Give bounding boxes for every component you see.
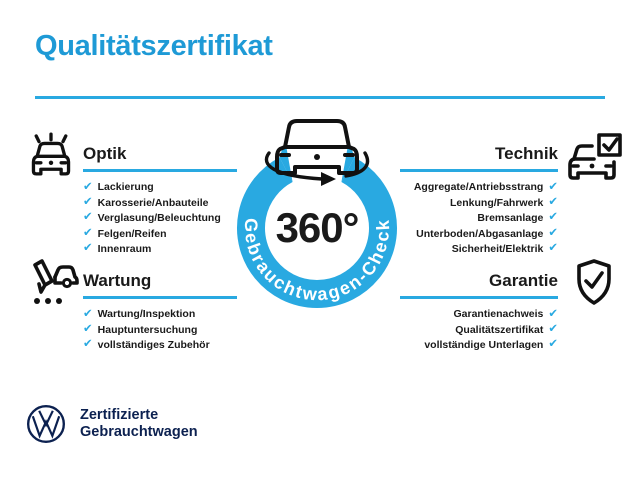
checklist-item — [400, 241, 558, 256]
section-wartung-checklist — [83, 307, 237, 353]
brand-line1: Zertifizierte — [80, 406, 159, 423]
section-technik-divider — [400, 169, 558, 172]
car-front-shine-icon — [27, 132, 75, 177]
section-garantie-checklist — [400, 307, 558, 353]
checklist-item — [400, 307, 558, 322]
section-wartung — [83, 272, 237, 353]
check-icon: ✔ — [83, 242, 93, 255]
check-icon: ✔ — [83, 226, 93, 239]
checklist-item — [83, 307, 237, 322]
checklist-item — [83, 195, 237, 210]
checklist-item — [83, 337, 237, 352]
check-icon: ✔ — [83, 180, 93, 193]
page-title: Qualitätszertifikat — [35, 30, 273, 62]
checklist-item — [83, 210, 237, 225]
vw-logo — [26, 404, 66, 444]
checklist-item-label: Verglasung/Beleuchtung — [97, 212, 221, 225]
check-icon: ✔ — [548, 196, 558, 209]
checklist-item — [400, 226, 558, 241]
section-optik-checklist — [83, 180, 237, 257]
check-icon: ✔ — [548, 323, 558, 336]
brand-text — [80, 407, 198, 441]
checklist-item-label: Innenraum — [97, 242, 152, 255]
section-technik — [400, 145, 558, 257]
checklist-item — [400, 210, 558, 225]
checklist-item-label: Unterboden/Abgasanlage — [416, 227, 544, 240]
checklist-item-label: Lenkung/Fahrwerk — [450, 196, 544, 209]
shield-check-icon — [574, 258, 614, 306]
checklist-item-label: Aggregate/Antriebsstrang — [413, 181, 544, 194]
checklist-item — [400, 322, 558, 337]
section-garantie-divider — [400, 296, 558, 299]
section-technik-title: Technik — [495, 144, 558, 163]
checklist-item-label: Hauptuntersuchung — [97, 323, 198, 336]
checklist-item-label: Karosserie/Anbauteile — [97, 196, 209, 209]
check-icon: ✔ — [548, 211, 558, 224]
check-icon: ✔ — [83, 338, 93, 351]
check-icon: ✔ — [548, 226, 558, 239]
checklist-item — [83, 226, 237, 241]
pencil-car-checklist-icon — [25, 259, 79, 307]
degree-label: 360° — [275, 204, 359, 251]
check-icon: ✔ — [83, 323, 93, 336]
check-icon: ✔ — [548, 242, 558, 255]
360-check-graphic — [222, 113, 412, 315]
ring-label: Gebrauchtwagen-Check — [240, 217, 394, 305]
brand-lockup — [26, 404, 198, 444]
brand-line2: Gebrauchtwagen — [80, 424, 198, 440]
car-checkbox-icon — [566, 132, 624, 182]
section-optik — [83, 145, 237, 257]
section-optik-divider — [83, 169, 237, 172]
checklist-item-label: vollständige Unterlagen — [424, 339, 544, 352]
checklist-item — [83, 322, 237, 337]
section-technik-checklist — [400, 180, 558, 257]
checklist-item — [400, 195, 558, 210]
checklist-item-label: vollständiges Zubehör — [97, 339, 210, 352]
checklist-item — [400, 180, 558, 195]
section-optik-title: Optik — [83, 144, 127, 163]
checklist-item-label: Felgen/Reifen — [97, 227, 167, 240]
section-garantie-title: Garantie — [489, 271, 558, 290]
check-icon: ✔ — [548, 338, 558, 351]
checklist-item-label: Wartung/Inspektion — [97, 308, 196, 321]
checklist-item — [83, 180, 237, 195]
checklist-item-label: Garantienachweis — [453, 308, 544, 321]
title-divider — [35, 96, 605, 99]
check-icon: ✔ — [83, 196, 93, 209]
check-icon: ✔ — [548, 307, 558, 320]
checklist-item-label: Bremsanlage — [477, 212, 544, 225]
checklist-item-label: Sicherheit/Elektrik — [451, 242, 544, 255]
section-wartung-title: Wartung — [83, 271, 152, 290]
checklist-item-label: Lackierung — [97, 181, 154, 194]
check-icon: ✔ — [83, 211, 93, 224]
check-icon: ✔ — [548, 180, 558, 193]
check-icon: ✔ — [83, 307, 93, 320]
checklist-item — [83, 241, 237, 256]
section-garantie — [400, 272, 558, 353]
checklist-item — [400, 337, 558, 352]
section-wartung-divider — [83, 296, 237, 299]
checklist-item-label: Qualitätszertifikat — [455, 323, 544, 336]
